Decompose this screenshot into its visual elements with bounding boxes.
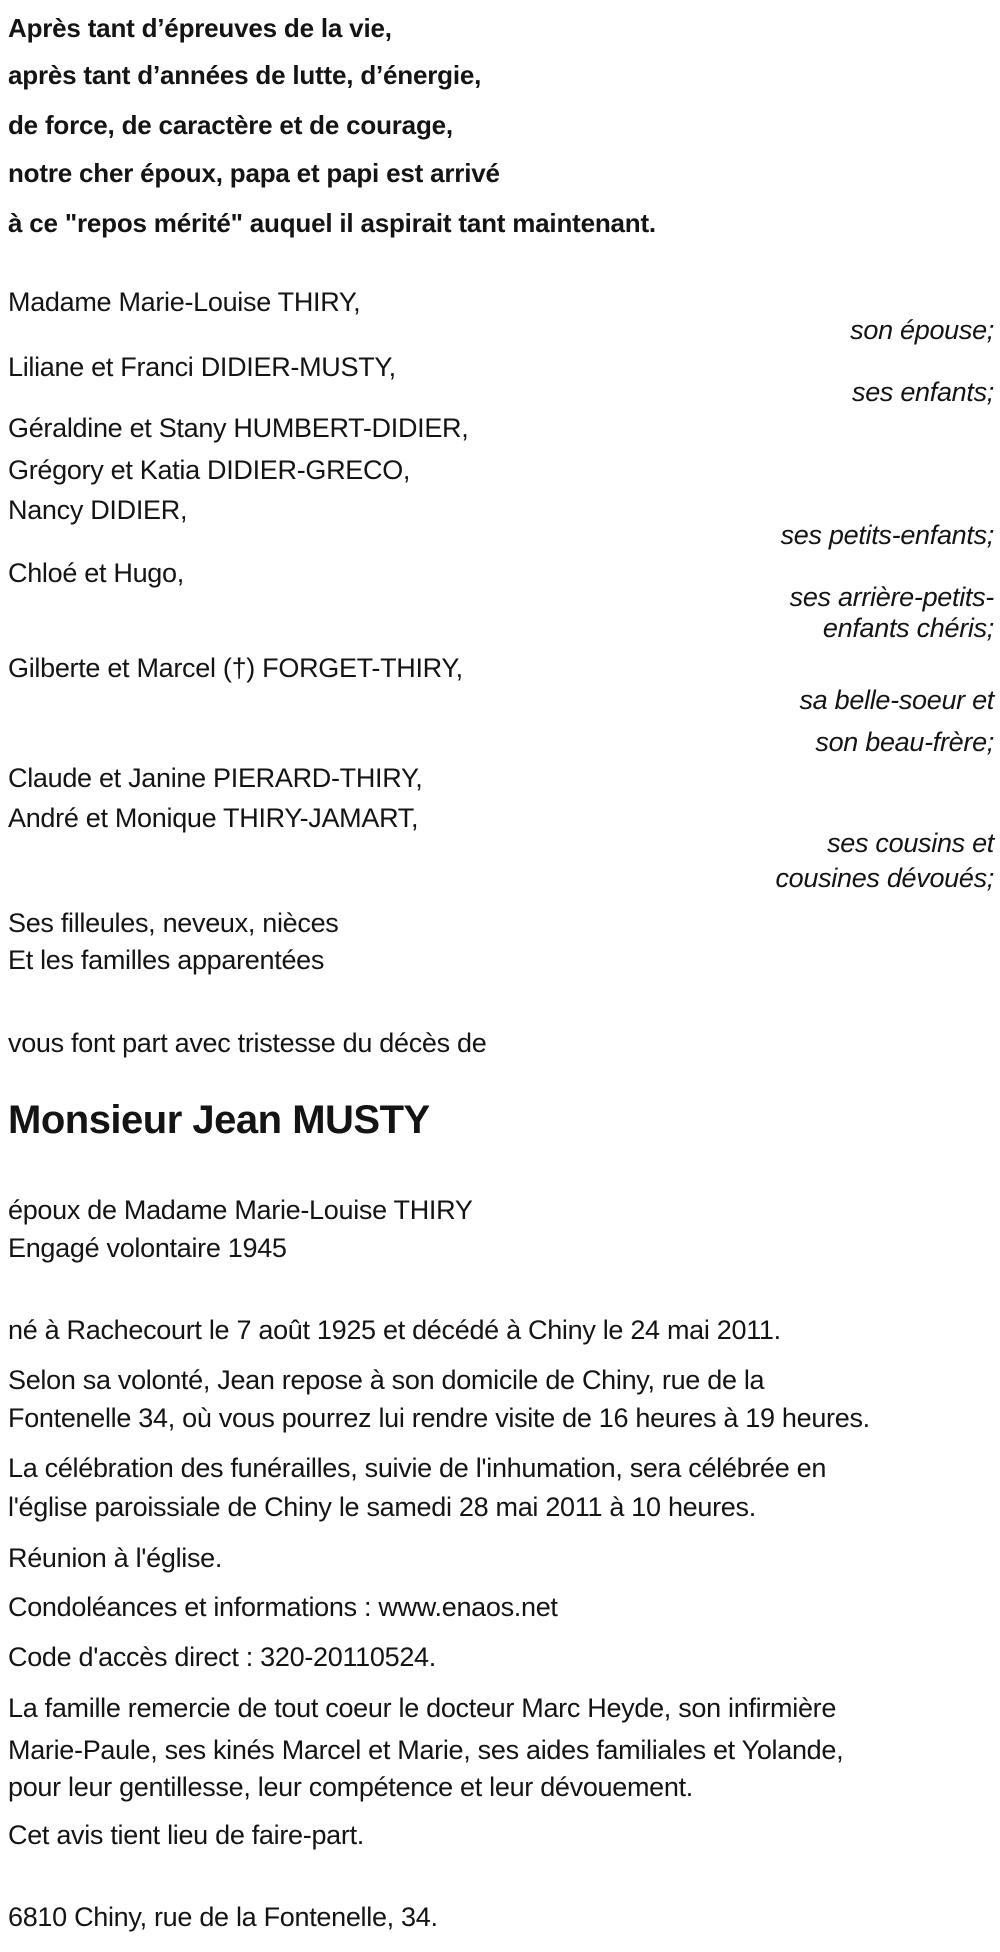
funeral-line-2: l'église paroissiale de Chiny le samedi 28 mai 2011 à 10 heures. bbox=[8, 1492, 756, 1522]
deceased-spouse-line: époux de Madame Marie-Louise THIRY bbox=[8, 1195, 473, 1225]
relative-name-line: Grégory et Katia DIDIER-GRECO, bbox=[8, 455, 411, 485]
relative-name-line: Liliane et Franci DIDIER-MUSTY, bbox=[8, 352, 396, 382]
intro-line-2: après tant d’années de lutte, d’énergie, bbox=[8, 60, 482, 90]
deceased-engagement-line: Engagé volontaire 1945 bbox=[8, 1233, 287, 1263]
relative-role-label: son beau-frère; bbox=[815, 727, 994, 757]
relative-role-label: son épouse; bbox=[850, 315, 994, 345]
relative-name-line: André et Monique THIRY-JAMART, bbox=[8, 803, 419, 833]
relative-name-line: Claude et Janine PIERARD-THIRY, bbox=[8, 763, 423, 793]
address-line: 6810 Chiny, rue de la Fontenelle, 34. bbox=[8, 1902, 438, 1932]
access-code-line: Code d'accès direct : 320-20110524. bbox=[8, 1642, 436, 1672]
thanks-line-1: La famille remercie de tout coeur le docteur Marc Heyde, son infirmière bbox=[8, 1693, 837, 1723]
intro-line-5: à ce "repos mérité" auquel il aspirait tant maintenant. bbox=[8, 208, 656, 238]
thanks-line-3: pour leur gentillesse, leur compétence et leur dévouement. bbox=[8, 1772, 694, 1802]
condolences-line: Condoléances et informations : www.enaos.net bbox=[8, 1592, 558, 1622]
relative-role-label: enfants chéris; bbox=[822, 613, 994, 643]
relative-role-label: ses cousins et bbox=[827, 828, 994, 858]
deceased-name: Monsieur Jean MUSTY bbox=[8, 1098, 430, 1142]
meeting-line: Réunion à l'église. bbox=[8, 1543, 223, 1573]
relative-name-line: Chloé et Hugo, bbox=[8, 558, 184, 588]
relative-name-line: Madame Marie-Louise THIRY, bbox=[8, 287, 361, 317]
closing-line: Cet avis tient lieu de faire-part. bbox=[8, 1820, 364, 1850]
announcement-line: vous font part avec tristesse du décès de bbox=[8, 1028, 487, 1058]
intro-line-3: de force, de caractère et de courage, bbox=[8, 110, 453, 140]
relative-name-line: Géraldine et Stany HUMBERT-DIDIER, bbox=[8, 413, 469, 443]
relative-role-label: cousines dévoués; bbox=[775, 863, 994, 893]
intro-line-1: Après tant d’épreuves de la vie, bbox=[8, 13, 392, 43]
intro-line-4: notre cher époux, papa et papi est arrivé bbox=[8, 158, 500, 188]
relative-name-line: Ses filleules, neveux, nièces bbox=[8, 908, 339, 938]
relative-role-label: ses petits-enfants; bbox=[780, 520, 994, 550]
relative-role-label: ses arrière-petits- bbox=[789, 582, 994, 612]
relative-name-line: Et les familles apparentées bbox=[8, 945, 325, 975]
funeral-line-1: La célébration des funérailles, suivie de l'inhumation, sera célébrée en bbox=[8, 1453, 827, 1483]
relative-role-label: sa belle-soeur et bbox=[799, 685, 994, 715]
birth-death-line: né à Rachecourt le 7 août 1925 et décédé à Chiny le 24 mai 2011. bbox=[8, 1315, 781, 1345]
relative-role-label: ses enfants; bbox=[852, 377, 994, 407]
thanks-line-2: Marie-Paule, ses kinés Marcel et Marie, ses aides familiales et Yolande, bbox=[8, 1735, 844, 1765]
relative-name-line: Gilberte et Marcel (†) FORGET-THIRY, bbox=[8, 653, 463, 683]
repose-line-1: Selon sa volonté, Jean repose à son domicile de Chiny, rue de la bbox=[8, 1365, 765, 1395]
repose-line-2: Fontenelle 34, où vous pourrez lui rendre visite de 16 heures à 19 heures. bbox=[8, 1403, 870, 1433]
relative-name-line: Nancy DIDIER, bbox=[8, 495, 188, 525]
